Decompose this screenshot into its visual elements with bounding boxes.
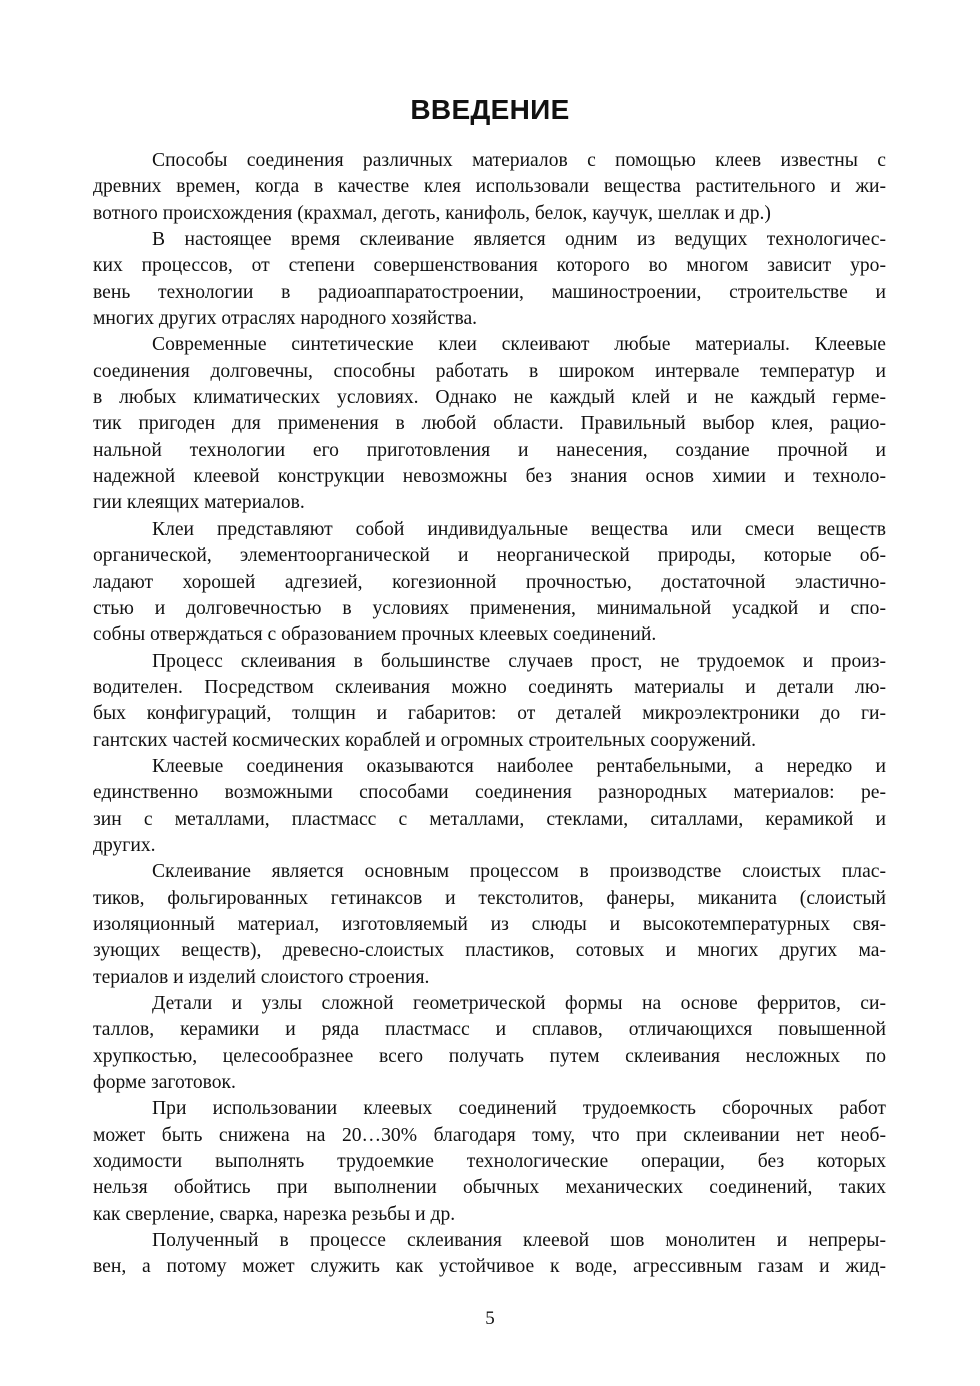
text-line: бых конфигураций, толщин и габаритов: от деталей микроэлектроники до ги-	[93, 703, 886, 725]
text-line: стью и долговечностью в условиях применения, минимальной усадкой и спо-	[93, 597, 886, 619]
text-line: нальной технологии его приготовления и нанесения, создание прочной и	[93, 439, 886, 461]
text-line: ких процессов, от степени совершенствования которого во многом зависит уро-	[93, 255, 886, 277]
text-line: Современные синтетические клеи склеивают любые материалы. Клеевые	[152, 334, 886, 356]
text-line: тиков, фольгированных гетинаксов и текстолитов, фанеры, миканита (слоистый	[93, 887, 886, 909]
text-line: единственно возможными способами соединения разнородных материалов: ре-	[93, 782, 886, 804]
text-line: древних времен, когда в качестве клея использовали вещества растительного и жи-	[93, 176, 886, 198]
text-line: органической, элементоорганической и неорганической природы, которые об-	[93, 545, 886, 567]
paragraph	[93, 991, 886, 1096]
text-line: надежной клеевой конструкции невозможны без знания основ химии и техноло-	[93, 466, 886, 488]
text-line: многих других отраслях народного хозяйства.	[93, 308, 478, 330]
paragraph	[93, 649, 886, 754]
paragraph	[93, 148, 886, 227]
paragraph	[93, 227, 886, 332]
text-line: ходимости выполнять трудоемкие технологические операции, без которых	[93, 1151, 886, 1173]
text-line: зин с металлами, пластмасс с металлами, стеклами, ситаллами, керамикой и	[93, 808, 886, 830]
text-line: гии клеящих материалов.	[93, 492, 305, 514]
text-line: нельзя обойтись при выполнении обычных механических соединений, таких	[93, 1177, 886, 1199]
page-number: 5	[485, 1308, 495, 1329]
text-line: может быть снижена на 20…30% благодаря тому, что при склеивании нет необ-	[93, 1124, 886, 1146]
text-line: изоляционный материал, изготовляемый из слюды и высокотемпературных свя-	[93, 913, 886, 935]
page-title: ВВЕДЕНИЕ	[410, 94, 570, 125]
text-line: зующих веществ), древесно-слоистых пластиков, сотовых и многих других ма-	[93, 940, 886, 962]
text-line: вотного происхождения (крахмал, деготь, канифоль, белок, каучук, шеллак и др.)	[93, 202, 771, 224]
paragraph	[93, 859, 886, 991]
paragraph	[93, 332, 886, 516]
text-line: териалов и изделий слоистого строения.	[93, 966, 430, 988]
body-text	[93, 148, 886, 1281]
text-line: как сверление, сварка, нарезка резьбы и др.	[93, 1203, 456, 1225]
text-line: других.	[93, 834, 156, 856]
paragraph	[93, 517, 886, 649]
text-line: Склеивание является основным процессом в производстве слоистых плас-	[152, 861, 886, 883]
text-line: ладают хорошей адгезией, когезионной прочностью, достаточной эластично-	[93, 571, 886, 593]
text-line: При использовании клеевых соединений трудоемкость сборочных работ	[152, 1098, 886, 1120]
text-line: собны отверждаться с образованием прочных клеевых соединений.	[93, 624, 657, 646]
text-line: соединения долговечны, способны работать в широком интервале температур и	[93, 360, 886, 382]
text-line: в любых климатических условиях. Однако не каждый клей и не каждый герме-	[93, 387, 886, 409]
text-line: Клеевые соединения оказываются наиболее рентабельными, а нередко и	[152, 755, 886, 777]
text-line: гантских частей космических кораблей и огромных строительных сооружений.	[93, 729, 757, 751]
text-line: тик пригоден для применения в любой области. Правильный выбор клея, рацио-	[93, 413, 886, 435]
text-line: хрупкостью, целесообразнее всего получать путем склеивания несложных по	[93, 1045, 886, 1067]
text-line: Детали и узлы сложной геометрической формы на основе ферритов, си-	[152, 993, 886, 1014]
text-line: форме заготовок.	[93, 1072, 236, 1094]
text-line: таллов, керамики и ряда пластмасс и сплавов, отличающихся повышенной	[93, 1019, 886, 1041]
paragraph	[93, 754, 886, 859]
text-line: вен, а потому может служить как устойчивое к воде, агрессивным газам и жид-	[93, 1256, 886, 1278]
text-line: В настоящее время склеивание является одним из ведущих технологичес-	[152, 229, 886, 251]
text-line: водителен. Посредством склеивания можно соединять материалы и детали лю-	[93, 676, 886, 698]
paragraph	[93, 1228, 886, 1281]
text-line: вень технологии в радиоаппаратостроении, машиностроении, строительстве и	[93, 281, 886, 303]
text-line: Способы соединения различных материалов с помощью клеев известны с	[152, 150, 886, 171]
text-line: Клеи представляют собой индивидуальные вещества или смеси веществ	[152, 518, 886, 540]
text-line: Процесс склеивания в большинстве случаев прост, не трудоемок и произ-	[152, 650, 886, 672]
paragraph	[93, 1096, 886, 1228]
text-line: Полученный в процессе склеивания клеевой шов монолитен и непреры-	[152, 1230, 886, 1252]
